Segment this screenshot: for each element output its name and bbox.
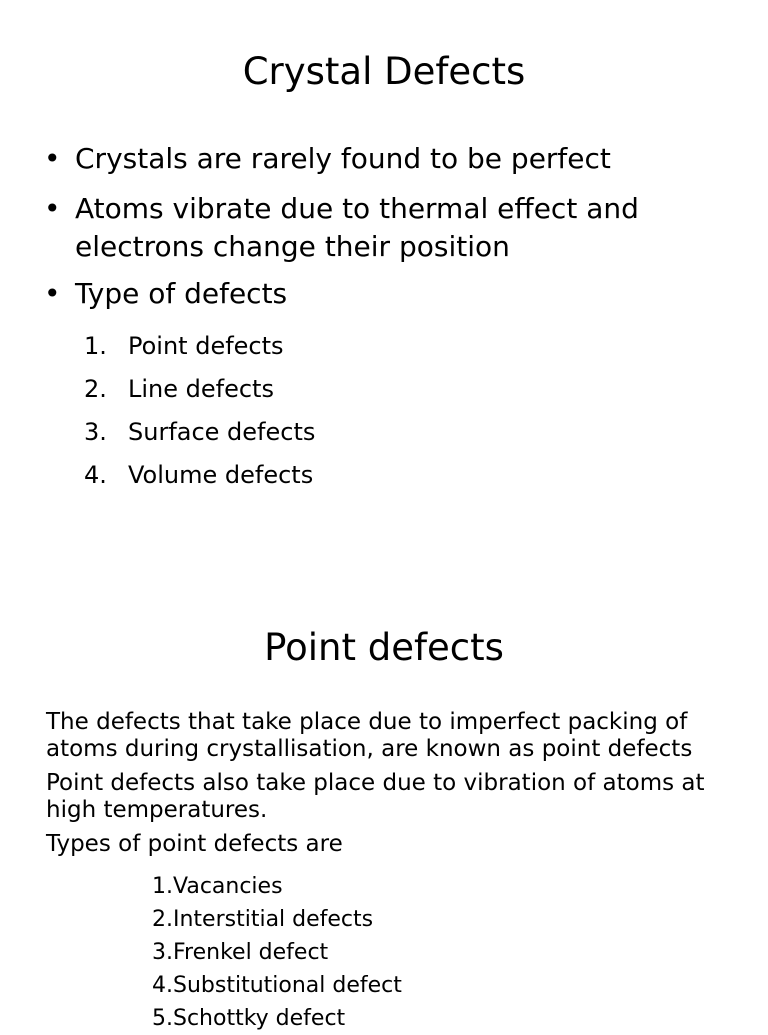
point-defect-item: 2.Interstitial defects	[152, 907, 374, 932]
slide-crystal-defects	[0, 0, 768, 512]
item-label: Line defects	[128, 375, 274, 403]
point-defect-item: 4.Substitutional defect	[152, 973, 402, 998]
bullet-dot-icon: •	[44, 277, 61, 310]
bullet-dot-icon: •	[44, 192, 61, 225]
item-number: 3.	[84, 418, 107, 446]
item-label: Surface defects	[128, 418, 316, 446]
slide-point-defects	[0, 512, 768, 1031]
bullet-item	[44, 140, 724, 178]
bullet-dot-icon: •	[44, 142, 61, 175]
defect-type-item	[84, 368, 315, 411]
defect-types-list	[84, 325, 315, 497]
item-number: 1.	[84, 332, 107, 360]
bullet-item	[44, 275, 724, 313]
bullet-text: Crystals are rarely found to be perfect	[75, 142, 611, 175]
point-defect-item: 3.Frenkel defect	[152, 940, 329, 965]
paragraph: The defects that take place due to imperfect packing of atoms during crystallisation, are known as point defects	[46, 709, 693, 762]
point-defect-types-list	[152, 870, 402, 1035]
item-label: Volume defects	[128, 461, 314, 489]
item-number: 4.	[84, 461, 107, 489]
body-text	[46, 709, 736, 862]
bullet-list	[44, 140, 724, 325]
item-number: 2.	[84, 375, 107, 403]
bullet-text: Atoms vibrate due to thermal effect and electrons change their position	[75, 192, 639, 263]
defect-type-item	[84, 454, 315, 497]
bullet-text: Type of defects	[75, 277, 288, 310]
defect-type-item	[84, 411, 315, 454]
paragraph: Point defects also take place due to vibration of atoms at high temperatures.	[46, 770, 705, 823]
point-defect-item: 1.Vacancies	[152, 874, 283, 899]
slide-title: Point defects	[264, 626, 504, 669]
paragraph: Types of point defects are	[46, 831, 343, 857]
bullet-item	[44, 190, 724, 266]
slide-title: Crystal Defects	[242, 50, 526, 93]
defect-type-item	[84, 325, 315, 368]
point-defect-item: 5.Schottky defect	[152, 1006, 346, 1031]
item-label: Point defects	[128, 332, 284, 360]
